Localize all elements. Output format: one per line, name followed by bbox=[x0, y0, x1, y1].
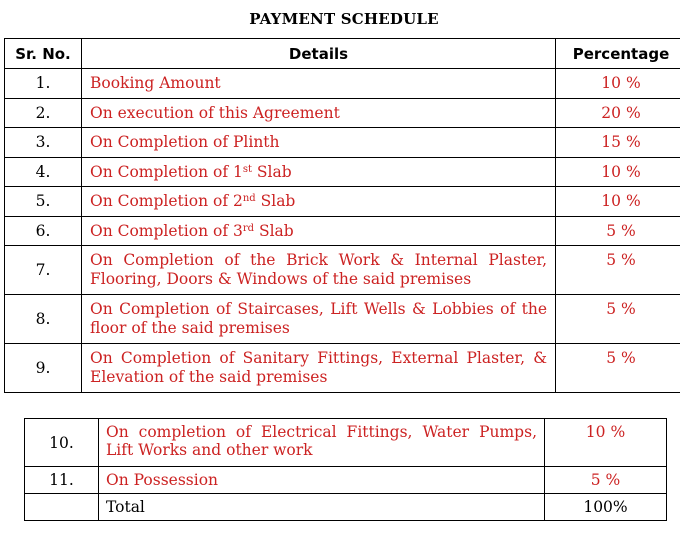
row-percentage: 10 % bbox=[556, 69, 680, 99]
row-details bbox=[82, 69, 556, 99]
table-row bbox=[25, 419, 667, 467]
table-row bbox=[5, 128, 680, 158]
row-details-text: On Completion of 3 bbox=[90, 221, 243, 240]
row-details-text: Booking Amount bbox=[90, 74, 221, 93]
row-details: On completion of Electrical Fittings, Water Pumps, Lift Works and other work bbox=[99, 419, 545, 467]
row-sr-no: 6. bbox=[5, 216, 82, 246]
total-label: Total bbox=[99, 494, 545, 521]
table-row bbox=[5, 157, 680, 187]
row-details bbox=[82, 187, 556, 217]
table-row bbox=[5, 98, 680, 128]
row-details bbox=[82, 128, 556, 158]
row-details-text-end: Slab bbox=[255, 192, 296, 211]
row-details-text: On Completion of 1 bbox=[90, 162, 243, 181]
row-percentage: 5 % bbox=[556, 344, 680, 393]
table-row bbox=[5, 187, 680, 217]
table-row bbox=[5, 69, 680, 99]
row-sr-no: 10. bbox=[25, 419, 99, 467]
ordinal-suffix: st bbox=[242, 163, 252, 175]
row-sr-no: 8. bbox=[5, 295, 82, 344]
table-row bbox=[5, 216, 680, 246]
total-empty-cell bbox=[25, 494, 99, 521]
row-details-text: On Completion of Plinth bbox=[90, 133, 280, 152]
row-sr-no: 4. bbox=[5, 157, 82, 187]
row-details bbox=[82, 157, 556, 187]
row-percentage: 5 % bbox=[556, 295, 680, 344]
table-row bbox=[25, 467, 667, 494]
table-header-row bbox=[5, 39, 680, 69]
payment-schedule-continuation-table bbox=[24, 418, 667, 521]
header-sr-no: Sr. No. bbox=[5, 39, 82, 69]
table-row bbox=[5, 344, 680, 393]
row-sr-no: 1. bbox=[5, 69, 82, 99]
ordinal-suffix: nd bbox=[242, 193, 256, 205]
table-row bbox=[5, 295, 680, 344]
row-percentage: 5 % bbox=[556, 216, 680, 246]
document-title: PAYMENT SCHEDULE bbox=[249, 10, 439, 28]
row-details-text-end: Slab bbox=[254, 221, 294, 240]
table-row bbox=[5, 246, 680, 295]
row-details bbox=[82, 216, 556, 246]
row-sr-no: 3. bbox=[5, 128, 82, 158]
row-details: On Completion of Sanitary Fittings, External Plaster, & Elevation of the said premises bbox=[82, 344, 556, 393]
row-sr-no: 2. bbox=[5, 98, 82, 128]
row-details-text-end: Slab bbox=[252, 162, 292, 181]
row-details-text: On Completion of 2 bbox=[90, 192, 243, 211]
row-details-text: On execution of this Agreement bbox=[90, 103, 340, 122]
row-percentage: 10 % bbox=[545, 419, 667, 467]
row-sr-no: 11. bbox=[25, 467, 99, 494]
row-details: On Possession bbox=[99, 467, 545, 494]
row-sr-no: 7. bbox=[5, 246, 82, 295]
row-sr-no: 9. bbox=[5, 344, 82, 393]
header-details: Details bbox=[82, 39, 556, 69]
row-percentage: 10 % bbox=[556, 187, 680, 217]
row-details: On Completion of Staircases, Lift Wells & Lobbies of the floor of the said premises bbox=[82, 295, 556, 344]
row-percentage: 15 % bbox=[556, 128, 680, 158]
row-details bbox=[82, 98, 556, 128]
row-percentage: 20 % bbox=[556, 98, 680, 128]
row-percentage: 5 % bbox=[545, 467, 667, 494]
ordinal-suffix: rd bbox=[242, 222, 255, 234]
row-sr-no: 5. bbox=[5, 187, 82, 217]
total-value: 100% bbox=[545, 494, 667, 521]
payment-schedule-table bbox=[4, 38, 680, 393]
header-percentage: Percentage bbox=[556, 39, 680, 69]
row-details: On Completion of the Brick Work & Internal Plaster, Flooring, Doors & Windows of the said premises bbox=[82, 246, 556, 295]
row-percentage: 10 % bbox=[556, 157, 680, 187]
row-percentage: 5 % bbox=[556, 246, 680, 295]
total-row bbox=[25, 494, 667, 521]
